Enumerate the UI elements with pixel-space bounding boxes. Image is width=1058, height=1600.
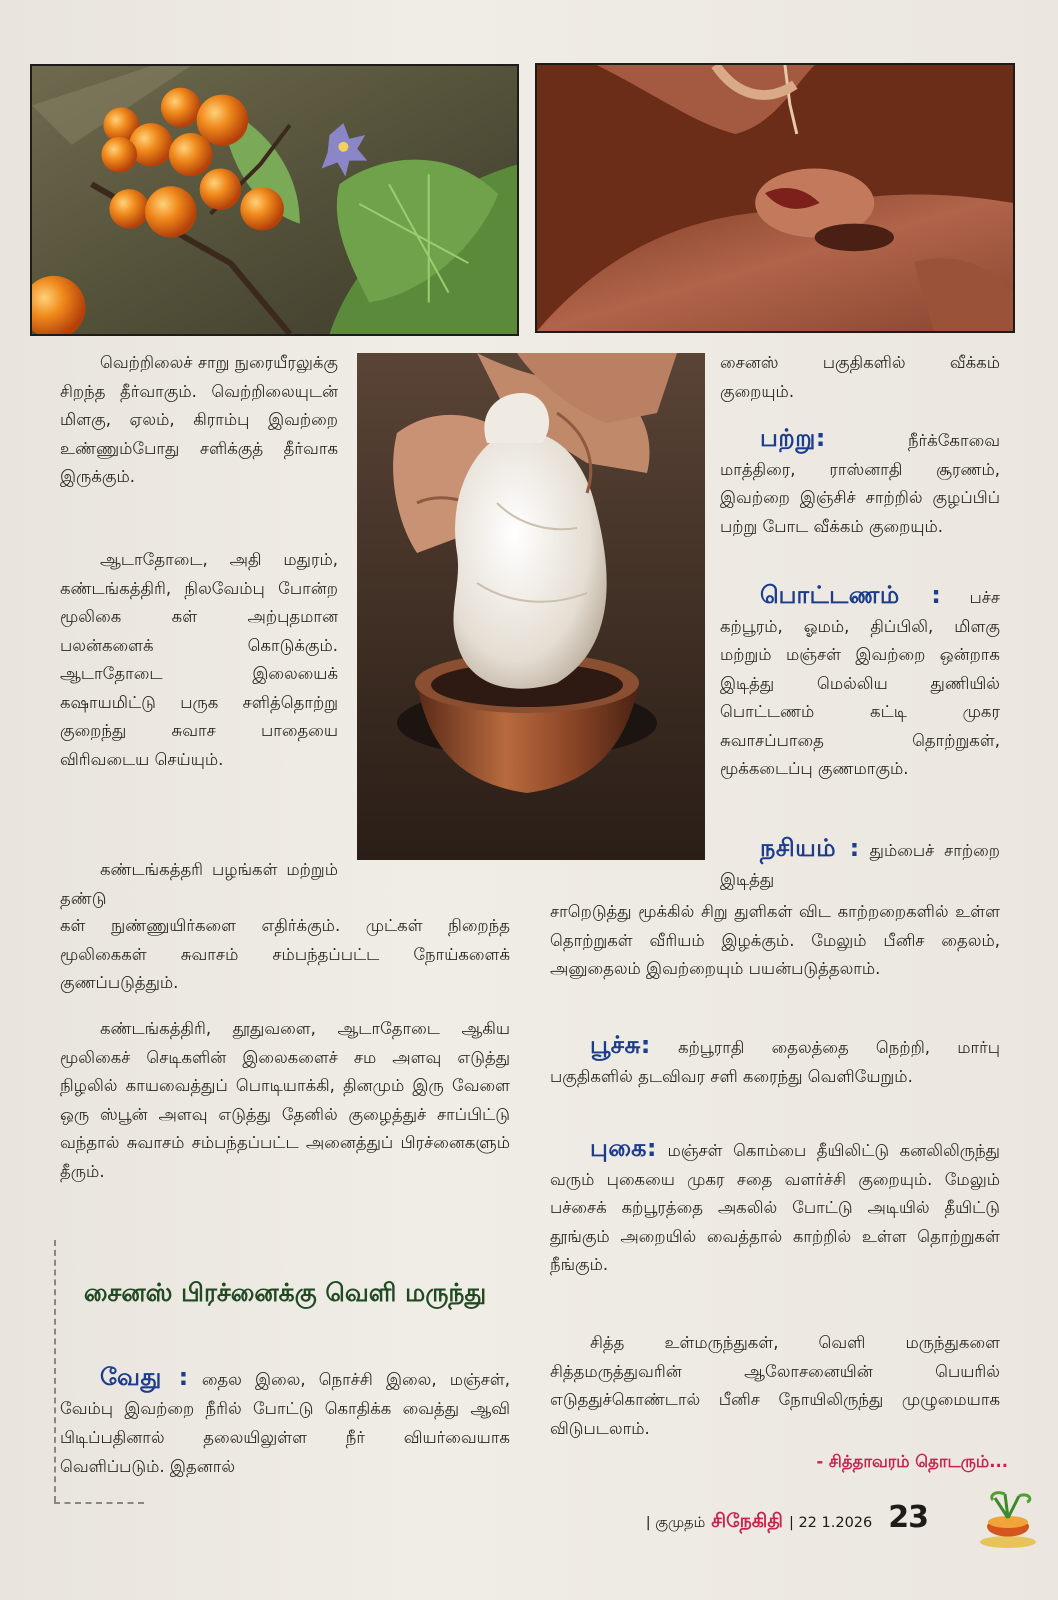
paragraph-betel-leaf: வெற்றிலைச் சாறு நுரையீரலுக்கு சிறந்த தீர்வாகும். வெற்றிலையுடன் மிளகு, ஏலம், கிராம்பு இவற்றை உண்ணும்போது சளிக்குத் தீர்வாக இருக்கும்.: [60, 353, 338, 486]
page-footer: [646, 1500, 928, 1535]
paragraph-herbal-powder: கண்டங்கத்திரி, தூதுவளை, ஆடாதோடை ஆகிய மூலிகைச் செடிகளின் இலைகளைச் சம அளவு எடுத்து நிழலில் காயவைத்துப் பொடியாக்கி, தினமும் இரு வேளை ஒரு ஸ்பூன் அளவு எடுத்து தேனில் குழைத்துச் சாப்பிட்டு வந்தால் சுவாசம் சம்பந்தப்பட்ட அனைத்துப் பிரச்னைகளும் தீரும்.: [60, 1019, 510, 1181]
remedy-nasiyam-part1: [720, 834, 1000, 894]
paragraph-closing: சித்த உள்மருந்துகள், வெளி மருந்துகளை சித்தமருத்துவரின் ஆலோசனையின் பெயரில் எடுததுச்கொண்டால் பீனிச நோயிலிருந்து முழுமையாக விடுபடலாம்.: [550, 1333, 1000, 1438]
herbal-poultice-photo: [357, 353, 705, 860]
remedy-pattru: [720, 424, 1000, 541]
remedy-poochu-label: பூச்சு:: [590, 1031, 651, 1059]
paragraph-adathodai: ஆடாதோடை, அதி மதுரம், கண்டங்கத்திரி, நிலவேம்பு போன்ற மூலிகை கள் அற்புதமான பலன்களைக் கொடுக்கும். ஆடாதோடை இலையைக் கஷாயமிட்டு பருக சளித்தொற்று குறைந்து சுவாச பாதையை விரிவடைய செய்யும்.: [60, 550, 338, 769]
dashed-frame-bottom: [54, 1502, 144, 1504]
paragraph-sinus-continued: சைனஸ் பகுதிகளில் வீக்கம் குறையும்.: [720, 353, 1000, 401]
dashed-frame-left: [54, 1240, 56, 1502]
remedy-vedhu-text: தைல இலை, நொச்சி இலை, மஞ்சள், வேம்பு இவற்றை நீரில் போட்டு கொதிக்க வைத்து ஆவி பிடிப்பதினால் தலையிலுள்ள நீர் வியர்வையாக வெளிப்படும். இதனால்: [60, 1370, 510, 1476]
remedy-pottanam-text: பச்ச கற்பூரம், ஓமம், திப்பிலி, மிளகு மற்றும் மஞ்சள் இவற்றை ஒன்றாக இடித்து மெல்லிய துணியில் பொட்டணம் கட்டி முகர சுவாசப்பாதை தொற்றுகள், மூக்கடைப்பு குணமாகும்.: [720, 588, 1000, 778]
remedy-nasiyam-label: நசியம் :: [760, 834, 860, 862]
pot-illustration-icon: [975, 1488, 1041, 1550]
remedy-pugai-label: புகை:: [590, 1134, 658, 1162]
remedy-pattru-label: பற்று:: [760, 424, 826, 452]
paragraph-kandangathari-part1: கண்டங்கத்தரி பழங்கள் மற்றும் தண்டு: [60, 860, 338, 908]
remedy-vedhu-label: வேது :: [100, 1363, 189, 1391]
remedy-poochu-text: கற்பூராதி தைலத்தை நெற்றி, மார்பு பகுதிகளில் தடவிவர சளி கரைந்து வெளியேறும்.: [550, 1038, 1000, 1086]
remedy-pottanam: [720, 581, 1000, 784]
page-number: 23: [888, 1500, 928, 1535]
footer-prefix: | குமுதம்: [645, 1515, 706, 1531]
section-heading: சைனஸ் பிரச்னைக்கு வெளி மருந்து: [83, 1278, 487, 1307]
nasal-treatment-photo: [535, 63, 1015, 333]
remedy-pugai-text: மஞ்சள் கொம்பை தீயிலிட்டு கனலிலிருந்து வரும் புகையை முகர சதை வளர்ச்சி குறையும். மேலும் பச்சைக் கற்பூரத்தை அகலில் போட்டு அடியில் தீயிட்டு தூங்கும் அறையில் வைத்தால் காற்றில் உள்ள தொற்றுகள் நீங்கும்.: [550, 1141, 1000, 1274]
footer-brand: சிநேகிதி: [711, 1510, 783, 1532]
remedy-nasiyam-text-1: தும்பைச் சாற்றை இடித்து: [720, 841, 1000, 889]
remedy-nasiyam-part2: சாறெடுத்து மூக்கில் சிறு துளிகள் விட காற்றறைகளில் உள்ள தொற்றுகள் வீரியம் இழக்கும். மேலும் பீனிச தைலம், அனுதைலம் இவற்றையும் பயன்படுத்தலாம்.: [550, 902, 1000, 978]
remedy-poochu: [550, 1031, 1000, 1091]
berries-photo: [30, 64, 519, 336]
remedy-pattru-text: நீர்க்கோவை மாத்திரை, ராஸ்னாதி சூரணம், இவற்றை இஞ்சிச் சாற்றில் குழப்பிப் பற்று போட வீக்கம் குறையும்.: [720, 431, 1000, 536]
continued-note: - சித்தாவரம் தொடரும்...: [816, 1452, 1008, 1471]
footer-date: | 22 1.2026: [788, 1515, 873, 1531]
paragraph-kandangathari-part2: கள் நுண்ணுயிர்களை எதிர்க்கும். முட்கள் நிறைந்த மூலிகைகள் சுவாசம் சம்பந்தப்பட்ட நோய்களைக் குணப்படுத்தும்.: [60, 916, 510, 992]
remedy-pugai: [550, 1134, 1000, 1280]
remedy-vedhu: [60, 1363, 510, 1481]
remedy-pottanam-label: பொட்டணம் :: [760, 581, 942, 609]
